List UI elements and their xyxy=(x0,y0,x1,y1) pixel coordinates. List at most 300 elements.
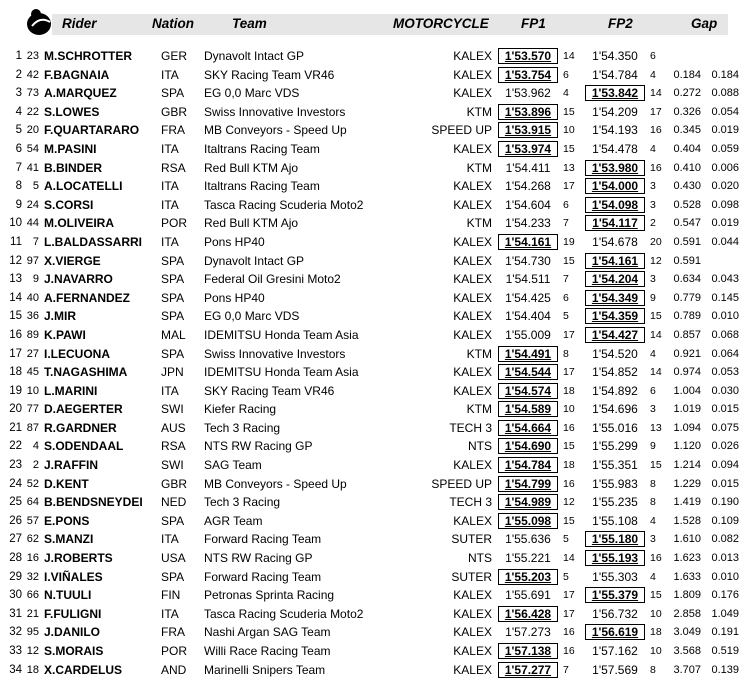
fp1-lap: 12 xyxy=(563,496,575,509)
nation: POR xyxy=(161,216,188,231)
fp2-time: 1'54.696 xyxy=(592,402,638,417)
table-row xyxy=(0,252,745,271)
gap: 0.591 xyxy=(673,254,701,267)
rider-number: 32 xyxy=(26,570,39,583)
interval: 0.010 xyxy=(711,570,739,583)
rider-number: 7 xyxy=(32,235,39,248)
rider-name: X.CARDELUS xyxy=(44,662,123,677)
position: 21 xyxy=(9,421,22,434)
rider-number: 2 xyxy=(32,459,39,472)
motorcycle: KALEX xyxy=(453,383,492,398)
interval: 0.064 xyxy=(711,347,739,360)
gap: 1.809 xyxy=(673,589,701,602)
motorcycle: KALEX xyxy=(453,365,492,380)
position: 3 xyxy=(15,87,22,100)
fp2-lap: 4 xyxy=(650,347,656,360)
nation: ITA xyxy=(161,532,179,547)
team-name: IDEMITSU Honda Team Asia xyxy=(204,365,359,380)
nation: AND xyxy=(161,662,187,677)
fp2-time: 1'55.983 xyxy=(592,476,638,491)
position: 22 xyxy=(9,440,22,453)
interval: 0.109 xyxy=(711,514,739,527)
fp1-time: 1'55.636 xyxy=(505,532,551,547)
fp2-time: 1'54.784 xyxy=(592,67,638,82)
fp1-lap: 16 xyxy=(563,645,575,657)
fp1-time: 1'54.411 xyxy=(505,160,551,175)
interval: 0.030 xyxy=(711,384,739,397)
team-name: SKY Racing Team VR46 xyxy=(204,383,335,398)
table-row xyxy=(0,196,745,215)
position: 19 xyxy=(9,384,22,397)
fp1-lap: 7 xyxy=(563,217,569,230)
fp2-lap: 15 xyxy=(650,310,662,323)
position: 4 xyxy=(15,105,22,118)
rider-number: 10 xyxy=(26,384,39,397)
fp1-lap: 13 xyxy=(563,161,575,174)
table-row xyxy=(0,512,745,531)
fp2-time: 1'55.351 xyxy=(592,458,638,473)
team-name: AGR Team xyxy=(204,513,263,528)
rider-name: D.KENT xyxy=(44,476,89,491)
rider-name: L.MARINI xyxy=(44,383,98,398)
team-name: Forward Racing Team xyxy=(204,532,322,547)
results-table xyxy=(0,47,745,679)
gap: 1.229 xyxy=(673,477,701,490)
nation: SPA xyxy=(161,309,185,324)
interval: 0.010 xyxy=(711,310,739,323)
motorcycle: KALEX xyxy=(453,49,492,63)
team-name: NTS RW Racing GP xyxy=(204,439,313,454)
rider-name: X.VIERGE xyxy=(44,253,101,268)
fp2-lap: 3 xyxy=(650,180,656,193)
position: 25 xyxy=(9,496,22,509)
fp2-time: 1'54.209 xyxy=(592,104,638,119)
rider-name: S.MORAIS xyxy=(44,644,104,658)
nation: SPA xyxy=(161,569,185,584)
fp2-time: 1'55.193 xyxy=(585,550,645,566)
interval: 0.019 xyxy=(711,217,739,230)
nation: GBR xyxy=(161,104,188,119)
fp1-lap: 10 xyxy=(563,124,575,137)
fp2-time: 1'54.350 xyxy=(592,49,638,63)
rider-name: J.ROBERTS xyxy=(44,551,113,566)
fp1-lap: 4 xyxy=(563,87,569,100)
fp1-lap: 18 xyxy=(563,459,575,472)
table-row xyxy=(0,419,745,438)
fp2-time: 1'54.892 xyxy=(592,383,638,398)
gap: 2.858 xyxy=(673,607,701,620)
nation: NED xyxy=(161,495,187,510)
fp2-lap: 3 xyxy=(650,198,656,211)
fp2-lap: 4 xyxy=(650,142,656,155)
team-name: Tasca Racing Scuderia Moto2 xyxy=(204,197,364,212)
rider-number: 40 xyxy=(26,291,39,304)
rider-name: B.BENDSNEYDEI xyxy=(44,495,143,510)
fp2-lap: 6 xyxy=(650,50,656,62)
position: 8 xyxy=(15,180,22,193)
rider-name: A.LOCATELLI xyxy=(44,179,123,194)
rider-number: 73 xyxy=(26,87,39,100)
fp1-lap: 15 xyxy=(563,105,575,118)
fp1-time: 1'54.574 xyxy=(498,383,558,399)
position: 27 xyxy=(9,533,22,546)
motorcycle: KALEX xyxy=(453,179,492,194)
gap: 0.857 xyxy=(673,328,701,341)
fp1-lap: 6 xyxy=(563,68,569,81)
rider-name: F.FULIGNI xyxy=(44,606,102,621)
interval: 0.098 xyxy=(711,198,739,211)
interval: 0.190 xyxy=(711,496,739,509)
nation: SPA xyxy=(161,346,185,361)
interval: 0.068 xyxy=(711,328,739,341)
position: 13 xyxy=(9,273,22,286)
table-row xyxy=(0,345,745,364)
fp2-time: 1'54.161 xyxy=(585,253,645,269)
motorcycle: KALEX xyxy=(453,253,492,268)
gap: 0.404 xyxy=(673,142,701,155)
fp1-time: 1'57.273 xyxy=(505,625,551,640)
interval: 0.013 xyxy=(711,552,739,565)
fp1-time: 1'55.221 xyxy=(505,551,551,566)
fp1-time: 1'54.784 xyxy=(498,457,558,473)
team-name: Kiefer Racing xyxy=(204,402,277,417)
rider-number: 16 xyxy=(26,552,39,565)
motorcycle-rider-icon xyxy=(26,6,54,36)
position: 17 xyxy=(9,347,22,360)
team-name: Tech 3 Racing xyxy=(204,495,281,510)
team-name: Pons HP40 xyxy=(204,234,265,249)
header-team: Team xyxy=(232,16,267,31)
position: 23 xyxy=(9,459,22,472)
fp1-lap: 17 xyxy=(563,328,575,341)
fp1-lap: 15 xyxy=(563,514,575,527)
rider-name: I.VIÑALES xyxy=(44,569,103,584)
team-name: Italtrans Racing Team xyxy=(204,179,320,194)
table-row xyxy=(0,270,745,289)
interval: 0.519 xyxy=(711,645,739,657)
fp1-lap: 15 xyxy=(563,142,575,155)
rider-number: 4 xyxy=(32,440,39,453)
motorcycle: KALEX xyxy=(453,513,492,528)
position: 29 xyxy=(9,570,22,583)
position: 32 xyxy=(9,626,22,639)
fp1-time: 1'55.691 xyxy=(505,588,551,603)
table-header xyxy=(0,0,745,38)
table-row xyxy=(0,642,745,661)
gap: 0.326 xyxy=(673,105,701,118)
gap: 0.974 xyxy=(673,366,701,379)
interval: 0.184 xyxy=(711,68,739,81)
fp1-lap: 16 xyxy=(563,626,575,639)
table-row xyxy=(0,363,745,382)
fp1-lap: 6 xyxy=(563,198,569,211)
fp2-lap: 13 xyxy=(650,421,662,434)
motorcycle: KALEX xyxy=(453,606,492,621)
position: 31 xyxy=(9,607,22,620)
table-row xyxy=(0,177,745,196)
rider-number: 23 xyxy=(26,50,39,62)
position: 10 xyxy=(9,217,22,230)
fp2-lap: 4 xyxy=(650,68,656,81)
rider-number: 54 xyxy=(26,142,39,155)
team-name: Italtrans Racing Team xyxy=(204,141,320,156)
nation: JPN xyxy=(161,365,184,380)
motorcycle: SUTER xyxy=(451,532,492,547)
table-row xyxy=(0,623,745,642)
fp2-lap: 15 xyxy=(650,589,662,602)
fp2-lap: 12 xyxy=(650,254,662,267)
rider-name: R.GARDNER xyxy=(44,420,117,435)
fp1-time: 1'55.009 xyxy=(505,327,551,342)
nation: ITA xyxy=(161,179,179,194)
rider-number: 97 xyxy=(26,254,39,267)
rider-name: F.QUARTARARO xyxy=(44,123,140,138)
rider-name: N.TUULI xyxy=(44,588,92,603)
fp1-time: 1'54.544 xyxy=(498,364,558,380)
fp2-time: 1'54.678 xyxy=(592,234,638,249)
position: 1 xyxy=(15,50,22,62)
table-row xyxy=(0,568,745,587)
table-row xyxy=(0,475,745,494)
position: 28 xyxy=(9,552,22,565)
fp1-time: 1'53.974 xyxy=(498,141,558,157)
table-row xyxy=(0,382,745,401)
gap: 1.120 xyxy=(673,440,701,453)
rider-name: S.CORSI xyxy=(44,197,94,212)
nation: RSA xyxy=(161,160,186,175)
nation: ITA xyxy=(161,141,179,156)
motorcycle: KALEX xyxy=(453,272,492,287)
position: 11 xyxy=(10,235,22,248)
fp2-lap: 3 xyxy=(650,273,656,286)
table-row xyxy=(0,530,745,549)
fp2-lap: 3 xyxy=(650,403,656,416)
motorcycle: TECH 3 xyxy=(449,420,492,435)
team-name: MB Conveyors - Speed Up xyxy=(204,123,347,138)
rider-name: E.PONS xyxy=(44,513,90,528)
fp1-lap: 14 xyxy=(563,50,575,62)
position: 2 xyxy=(15,68,22,81)
interval: 0.191 xyxy=(711,626,739,639)
table-row xyxy=(0,84,745,103)
rider-name: D.AEGERTER xyxy=(44,402,123,417)
fp2-lap: 14 xyxy=(650,366,662,379)
position: 7 xyxy=(15,161,22,174)
interval: 0.020 xyxy=(711,180,739,193)
motorcycle: SPEED UP xyxy=(431,476,492,491)
rider-name: J.NAVARRO xyxy=(44,272,113,287)
nation: SPA xyxy=(161,86,185,101)
fp2-time: 1'53.980 xyxy=(585,160,645,176)
motorcycle: SPEED UP xyxy=(431,123,492,138)
motorcycle: KTM xyxy=(466,216,492,231)
motorcycle: KTM xyxy=(466,104,492,119)
fp2-time: 1'55.235 xyxy=(592,495,638,510)
fp1-time: 1'54.730 xyxy=(505,253,551,268)
gap: 0.528 xyxy=(673,198,701,211)
motorcycle: KALEX xyxy=(453,625,492,640)
fp2-lap: 16 xyxy=(650,552,662,565)
rider-name: S.LOWES xyxy=(44,104,100,119)
motorcycle: KALEX xyxy=(453,644,492,658)
fp2-lap: 16 xyxy=(650,161,662,174)
rider-name: S.MANZI xyxy=(44,532,94,547)
team-name: Forward Racing Team xyxy=(204,569,322,584)
fp2-lap: 2 xyxy=(650,217,656,230)
gap: 0.410 xyxy=(673,161,701,174)
fp1-lap: 17 xyxy=(563,180,575,193)
gap: 1.528 xyxy=(673,514,701,527)
motorcycle: KALEX xyxy=(453,290,492,305)
gap: 1.019 xyxy=(673,403,701,416)
fp2-time: 1'55.379 xyxy=(585,587,645,603)
fp2-time: 1'54.349 xyxy=(585,290,645,306)
interval: 0.094 xyxy=(711,459,739,472)
table-row xyxy=(0,214,745,233)
table-row xyxy=(0,400,745,419)
fp1-time: 1'53.754 xyxy=(498,67,558,83)
rider-number: 41 xyxy=(26,161,39,174)
fp1-lap: 19 xyxy=(563,235,575,248)
table-row xyxy=(0,437,745,456)
interval: 0.082 xyxy=(711,533,739,546)
rider-name: T.NAGASHIMA xyxy=(44,365,128,380)
nation: GER xyxy=(161,49,188,63)
position: 6 xyxy=(15,142,22,155)
fp2-lap: 4 xyxy=(650,514,656,527)
gap: 1.623 xyxy=(673,552,701,565)
table-row xyxy=(0,159,745,178)
gap: 3.568 xyxy=(673,645,701,657)
gap: 0.591 xyxy=(673,235,701,248)
fp2-lap: 6 xyxy=(650,384,656,397)
rider-number: 21 xyxy=(26,607,39,620)
rider-name: L.BALDASSARRI xyxy=(44,234,142,249)
table-row xyxy=(0,121,745,140)
team-name: Tasca Racing Scuderia Moto2 xyxy=(204,606,364,621)
fp2-time: 1'54.193 xyxy=(592,123,638,138)
fp1-lap: 8 xyxy=(563,347,569,360)
nation: SPA xyxy=(161,290,185,305)
fp1-time: 1'54.604 xyxy=(505,197,551,212)
rider-name: M.PASINI xyxy=(44,141,97,156)
motorcycle: SUTER xyxy=(451,569,492,584)
team-name: Red Bull KTM Ajo xyxy=(204,216,299,231)
rider-name: S.ODENDAAL xyxy=(44,439,124,454)
fp2-time: 1'53.842 xyxy=(585,85,645,101)
fp1-time: 1'55.203 xyxy=(498,569,558,585)
fp2-time: 1'55.299 xyxy=(592,439,638,454)
fp2-time: 1'57.569 xyxy=(592,662,638,677)
gap: 3.707 xyxy=(673,663,701,676)
fp2-time: 1'54.204 xyxy=(585,271,645,287)
fp1-time: 1'54.491 xyxy=(498,346,558,362)
gap: 0.345 xyxy=(673,124,701,137)
rider-name: F.BAGNAIA xyxy=(44,67,110,82)
rider-number: 45 xyxy=(26,366,39,379)
position: 26 xyxy=(9,514,22,527)
fp1-lap: 7 xyxy=(563,273,569,286)
interval: 0.015 xyxy=(711,403,739,416)
team-name: Dynavolt Intact GP xyxy=(204,253,305,268)
rider-number: 77 xyxy=(26,403,39,416)
position: 24 xyxy=(9,477,22,490)
interval: 0.019 xyxy=(711,124,739,137)
fp2-lap: 3 xyxy=(650,533,656,546)
motorcycle: KALEX xyxy=(453,86,492,101)
header-gap: Gap xyxy=(691,16,718,31)
interval: 0.043 xyxy=(711,273,739,286)
fp2-time: 1'56.619 xyxy=(585,624,645,640)
position: 14 xyxy=(9,291,22,304)
fp1-time: 1'53.570 xyxy=(498,48,558,64)
rider-number: 24 xyxy=(26,198,39,211)
fp1-time: 1'54.161 xyxy=(498,234,558,250)
fp2-lap: 4 xyxy=(650,570,656,583)
fp2-time: 1'55.303 xyxy=(592,569,638,584)
nation: FRA xyxy=(161,625,185,640)
fp2-time: 1'55.180 xyxy=(585,531,645,547)
fp2-lap: 8 xyxy=(650,496,656,509)
motorcycle: KTM xyxy=(466,402,492,417)
fp2-time: 1'54.000 xyxy=(585,178,645,194)
gap: 0.921 xyxy=(673,347,701,360)
interval: 0.059 xyxy=(711,142,739,155)
fp2-lap: 18 xyxy=(650,626,662,639)
fp1-lap: 16 xyxy=(563,477,575,490)
gap: 0.547 xyxy=(673,217,701,230)
rider-number: 5 xyxy=(32,180,39,193)
fp1-time: 1'57.277 xyxy=(498,662,558,678)
gap: 1.633 xyxy=(673,570,701,583)
table-row xyxy=(0,140,745,159)
fp2-lap: 16 xyxy=(650,124,662,137)
fp1-time: 1'53.962 xyxy=(505,86,551,101)
rider-number: 22 xyxy=(26,105,39,118)
interval: 0.088 xyxy=(711,87,739,100)
fp2-lap: 17 xyxy=(650,105,662,118)
fp2-lap: 8 xyxy=(650,663,656,676)
team-name: NTS RW Racing GP xyxy=(204,551,313,566)
fp2-time: 1'56.732 xyxy=(592,606,638,621)
fp1-lap: 18 xyxy=(563,384,575,397)
interval: 0.145 xyxy=(711,291,739,304)
team-name: EG 0,0 Marc VDS xyxy=(204,86,300,101)
fp2-time: 1'57.162 xyxy=(592,644,638,658)
position: 20 xyxy=(9,403,22,416)
interval: 0.026 xyxy=(711,440,739,453)
motorcycle: KALEX xyxy=(453,588,492,603)
team-name: SKY Racing Team VR46 xyxy=(204,67,335,82)
interval: 0.053 xyxy=(711,366,739,379)
fp1-lap: 15 xyxy=(563,254,575,267)
team-name: Red Bull KTM Ajo xyxy=(204,160,299,175)
rider-number: 89 xyxy=(26,328,39,341)
rider-number: 20 xyxy=(26,124,39,137)
fp1-time: 1'56.428 xyxy=(498,606,558,622)
position: 18 xyxy=(9,366,22,379)
interval: 0.044 xyxy=(711,235,739,248)
nation: AUS xyxy=(161,420,186,435)
fp2-time: 1'54.427 xyxy=(585,327,645,343)
team-name: Tech 3 Racing xyxy=(204,420,281,435)
gap: 1.094 xyxy=(673,421,701,434)
motorcycle: KALEX xyxy=(453,141,492,156)
interval: 0.015 xyxy=(711,477,739,490)
fp1-lap: 10 xyxy=(563,403,575,416)
fp1-time: 1'54.511 xyxy=(505,272,551,287)
table-row xyxy=(0,326,745,345)
